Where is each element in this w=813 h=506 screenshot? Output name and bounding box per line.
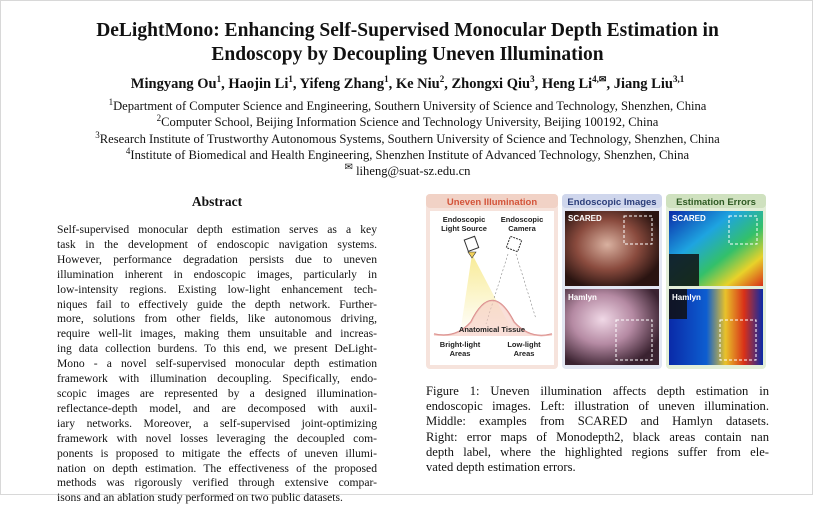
hamlyn-label-mid: Hamlyn — [568, 293, 597, 302]
author-affiliation-mark: 1 — [384, 74, 389, 85]
abstract-line: low-intensity regions. Existing low-light enhancement tech- — [57, 282, 377, 296]
right-panel-title: Estimation Errors — [676, 197, 756, 208]
abstract-line: isons and an ablation study performed on two public datasets. — [57, 491, 343, 505]
affiliation-line — [1, 147, 813, 163]
author-separator: , — [444, 76, 452, 92]
caption-line: depth label, where the highlighted regions suffer from ele- — [426, 444, 769, 459]
abstract-line: Self-supervised monocular depth estimation serves as a key — [57, 223, 377, 236]
caption-line: endoscopic images. Left: illustration of uneven illumination. — [426, 399, 769, 414]
paper-title — [1, 19, 813, 67]
abstract-line: ponents is proposed to mitigate the effects of uneven illumi- — [57, 446, 377, 460]
affiliation-mark: 1 — [108, 96, 114, 107]
author-name: Yifeng Zhang — [299, 76, 385, 92]
camera-label: Endoscopic Camera — [500, 215, 544, 233]
author-affiliation-mark: 3 — [530, 74, 535, 85]
hamlyn-label-right: Hamlyn — [672, 293, 701, 302]
bright-light-label: Bright-light Areas — [439, 340, 481, 358]
author-name: Heng Li — [541, 76, 593, 92]
abstract-line: framework with novel losses leveraging the decoupled com- — [57, 431, 377, 445]
figure-1 — [426, 194, 766, 369]
caption-line: Middle: examples from SCARED and Hamlyn datasets. — [426, 414, 769, 429]
left-panel-title: Uneven Illumination — [446, 197, 538, 208]
affiliation-line — [1, 131, 813, 147]
author-name: Jiang Liu — [613, 76, 673, 92]
light-source-label: Endoscopic Light Source — [441, 215, 487, 233]
scared-label-right: SCARED — [672, 214, 706, 223]
author-affiliation-mark: 1 — [288, 74, 293, 85]
figure-caption — [426, 384, 769, 475]
abstract-body — [57, 223, 377, 506]
affiliation-mark: 3 — [95, 129, 100, 140]
caption-line: Right: error maps of Monodepth2, black areas contain nan — [426, 429, 769, 444]
email-line — [1, 163, 813, 179]
author-separator: , — [606, 76, 614, 92]
abstract-line: illumination inherent in endoscopic images, particularly in — [57, 267, 377, 281]
author-affiliation-mark: 4,✉ — [592, 74, 607, 85]
title-line-1: DeLightMono: Enhancing Self-Supervised Monocular Depth Estimation in — [96, 20, 719, 41]
abstract-line: methods was rigorously verified through extensive compar- — [57, 476, 377, 490]
author-separator: , — [292, 76, 300, 92]
caption-line: vated depth estimation errors. — [426, 460, 576, 475]
author-affiliation-mark: 1 — [216, 74, 222, 85]
author-name: Ke Niu — [395, 76, 440, 92]
email-icon: ✉ — [344, 162, 353, 173]
author-affiliation-mark: 3,1 — [672, 74, 685, 85]
abstract-heading: Abstract — [191, 194, 243, 209]
abstract-line: require well-lit images, making them unsuitable and increas- — [57, 327, 377, 341]
tissue-label: Anatomical Tissue — [458, 325, 526, 334]
affiliation-mark: 2 — [156, 113, 162, 124]
author-separator: , — [534, 76, 542, 92]
abstract-line: Mono - a novel self-supervised monocular depth estimation — [57, 357, 377, 371]
abstract-line: niques fail to effectively guide the depth network. Further- — [57, 297, 377, 311]
abstract-line: iary networks. Moreover, a self-supervised joint-optimizing — [57, 416, 377, 430]
email-address: liheng@suat-sz.edu.cn — [356, 164, 471, 179]
author-affiliation-mark: 2 — [439, 74, 445, 85]
affiliation-mark: 4 — [125, 145, 131, 156]
abstract-line: scopic images are represented by a designed illumination- — [57, 386, 377, 400]
affiliation-list — [1, 98, 813, 179]
estimation-errors-panel — [666, 194, 766, 369]
abstract-line: However, performance degradation persists due to uneven — [57, 252, 377, 266]
abstract-line: ing data collection burdens. To this end, we present DeLight- — [57, 342, 377, 356]
abstract-line: more, solutions from other fields, like autonomous driving, — [57, 312, 377, 326]
scared-label-mid: SCARED — [568, 214, 602, 223]
low-light-label: Low-light Areas — [507, 340, 541, 358]
author-separator: , — [388, 76, 396, 92]
author-name: Haojin Li — [228, 76, 289, 92]
affiliation-line — [1, 114, 813, 130]
affiliation-line — [1, 98, 813, 114]
abstract-line: nation on depth estimation. The effectiveness of the proposed — [57, 461, 377, 475]
affiliation-text: Institute of Biomedical and Health Engineering, Shenzhen Institute of Advanced Technology, Shenzhen, China — [130, 147, 690, 162]
author-separator: , — [221, 76, 229, 92]
affiliation-text: Department of Computer Science and Engineering, Southern University of Science and Technology, Shenzhen, China — [113, 99, 707, 113]
affiliation-text: Computer School, Beijing Information Science and Technology University, Beijing 100192, China — [161, 115, 659, 130]
affiliation-text: Research Institute of Trustworthy Autonomous Systems, Southern University of Science and Technology, Shenzhen, China — [99, 131, 720, 146]
title-line-2: Endoscopy by Decoupling Uneven Illumination — [211, 44, 604, 65]
endoscopic-images-panel — [562, 194, 662, 369]
abstract-line: framework with illumination decoupling. Specifically, endo- — [57, 372, 377, 386]
author-name: Zhongxi Qiu — [451, 76, 531, 92]
abstract-line: reflectance-depth model, and are decomposed with auxil- — [57, 401, 377, 415]
author-name: Mingyang Ou — [130, 76, 217, 92]
uneven-illumination-panel — [426, 194, 558, 369]
mid-panel-title: Endoscopic Images — [567, 197, 657, 208]
caption-line: Figure 1: Uneven illumination affects depth estimation in — [426, 384, 769, 398]
abstract-line: task in the development of endoscopic navigation systems. — [57, 237, 377, 251]
author-list — [1, 76, 813, 93]
